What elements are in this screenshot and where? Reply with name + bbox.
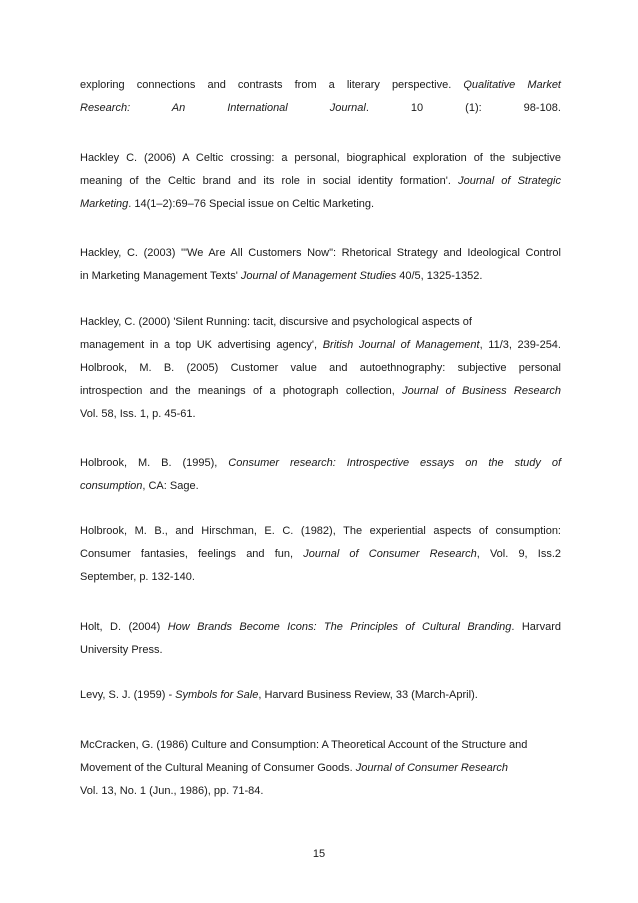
reference-italic-segment: British Journal of Management [322, 339, 480, 351]
reference-italic-segment: Symbols for Sale [175, 689, 259, 701]
reference-line [80, 734, 561, 757]
reference-text-segment: Hackley, C. (2000) 'Silent Running: tacit, discursive and psychological aspects of [80, 316, 472, 328]
reference-text-segment: , 11/3, 239-254. [479, 339, 561, 351]
reference-text-segment: , Vol. 9, Iss.2 [476, 548, 561, 560]
reference-hackley-2000 [80, 311, 561, 357]
reference-italic-segment: Journal of Management Studies [240, 270, 397, 282]
reference-text-segment: September, p. 132-140. [80, 571, 195, 583]
reference-text-segment: Movement of the Cultural Meaning of Consumer Goods. [80, 762, 356, 774]
reference-mccracken-1986 [80, 734, 561, 803]
reference-text-segment: Holbrook, M. B. (2005) Customer value and autoethnography: subjective personal [80, 362, 561, 374]
reference-levy-1959 [80, 684, 561, 707]
reference-text-segment: Levy, S. J. (1959) - [80, 689, 176, 701]
reference-text-segment: . Harvard [511, 621, 561, 633]
reference-line [80, 566, 561, 589]
reference-holbrook-hirschman-1982 [80, 520, 561, 589]
reference-text-segment: Hackley, C. (2003) '"We Are All Customers Now": Rhetorical Strategy and Ideological Control [80, 247, 561, 259]
reference-italic-segment: Qualitative Market [463, 79, 561, 91]
reference-italic-segment: Research: An International Journal [80, 102, 366, 114]
reference-text-segment: Consumer fantasies, feelings and fun, [80, 548, 304, 560]
reference-italic-segment: Journal of Business Research [402, 385, 561, 397]
reference-line [80, 147, 561, 170]
reference-text-segment: Holt, D. (2004) [80, 621, 168, 633]
reference-text-segment: Vol. 58, Iss. 1, p. 45-61. [80, 408, 196, 420]
reference-text-segment: Vol. 13, No. 1 (Jun., 1986), pp. 71-84. [80, 785, 264, 797]
reference-italic-segment: consumption [80, 480, 143, 492]
reference-line [80, 242, 561, 265]
reference-text-segment: McCracken, G. (1986) Culture and Consumption: A Theoretical Account of the Structure and [80, 739, 528, 751]
reference-italic-segment: Marketing [80, 198, 129, 210]
reference-text-segment: University Press. [80, 644, 163, 656]
reference-line [80, 97, 561, 120]
reference-line [80, 780, 561, 803]
reference-text-segment: . 14(1–2):69–76 Special issue on Celtic Marketing. [128, 198, 375, 210]
reference-text-segment: introspection and the meanings of a photograph collection, [80, 385, 403, 397]
reference-holbrook-1995 [80, 452, 561, 498]
reference-text-segment: Holbrook, M. B. (1995), [80, 457, 229, 469]
reference-text-segment: , CA: Sage. [142, 480, 199, 492]
reference-text-segment: Holbrook, M. B., and Hirschman, E. C. (1982), The experiential aspects of consumption: [80, 525, 561, 537]
reference-line [80, 543, 561, 566]
reference-italic-segment: Consumer research: Introspective essays on the study of [228, 457, 561, 469]
reference-text-segment: . 10 (1): 98-108. [365, 102, 561, 114]
reference-text-segment: in Marketing Management Texts' [80, 270, 241, 282]
reference-line [80, 74, 561, 97]
reference-line [80, 520, 561, 543]
reference-line [80, 452, 561, 475]
reference-fragment [80, 74, 561, 120]
reference-line [80, 170, 561, 193]
page-number: 15 [312, 848, 326, 860]
reference-italic-segment: Journal of Consumer Research [355, 762, 508, 774]
reference-line [80, 311, 561, 334]
reference-text-segment: , Harvard Business Review, 33 (March-April). [258, 689, 478, 701]
reference-line [80, 616, 561, 639]
reference-text-segment: meaning of the Celtic brand and its role in social identity formation'. [80, 175, 459, 187]
reference-line [80, 193, 561, 216]
reference-line [80, 475, 561, 498]
reference-text-segment: Hackley C. (2006) A Celtic crossing: a personal, biographical exploration of the subjective [80, 152, 561, 164]
reference-line [80, 265, 561, 288]
reference-text-segment: management in a top UK advertising agency', [80, 339, 323, 351]
reference-line [80, 757, 561, 780]
reference-holbrook-2005 [80, 357, 561, 426]
reference-italic-segment: Journal of Strategic [458, 175, 561, 187]
reference-italic-segment: Journal of Consumer Research [303, 548, 477, 560]
reference-line [80, 334, 561, 357]
reference-text-segment: exploring connections and contrasts from a literary perspective. [80, 79, 464, 91]
reference-text-segment: 40/5, 1325-1352. [396, 270, 483, 282]
reference-line [80, 639, 561, 662]
reference-italic-segment: How Brands Become Icons: The Principles of Cultural Branding [167, 621, 512, 633]
reference-hackley-2003 [80, 242, 561, 288]
reference-hackley-2006 [80, 147, 561, 216]
reference-line [80, 403, 561, 426]
reference-holt-2004 [80, 616, 561, 662]
reference-line [80, 684, 561, 707]
reference-line [80, 380, 561, 403]
reference-line [80, 357, 561, 380]
